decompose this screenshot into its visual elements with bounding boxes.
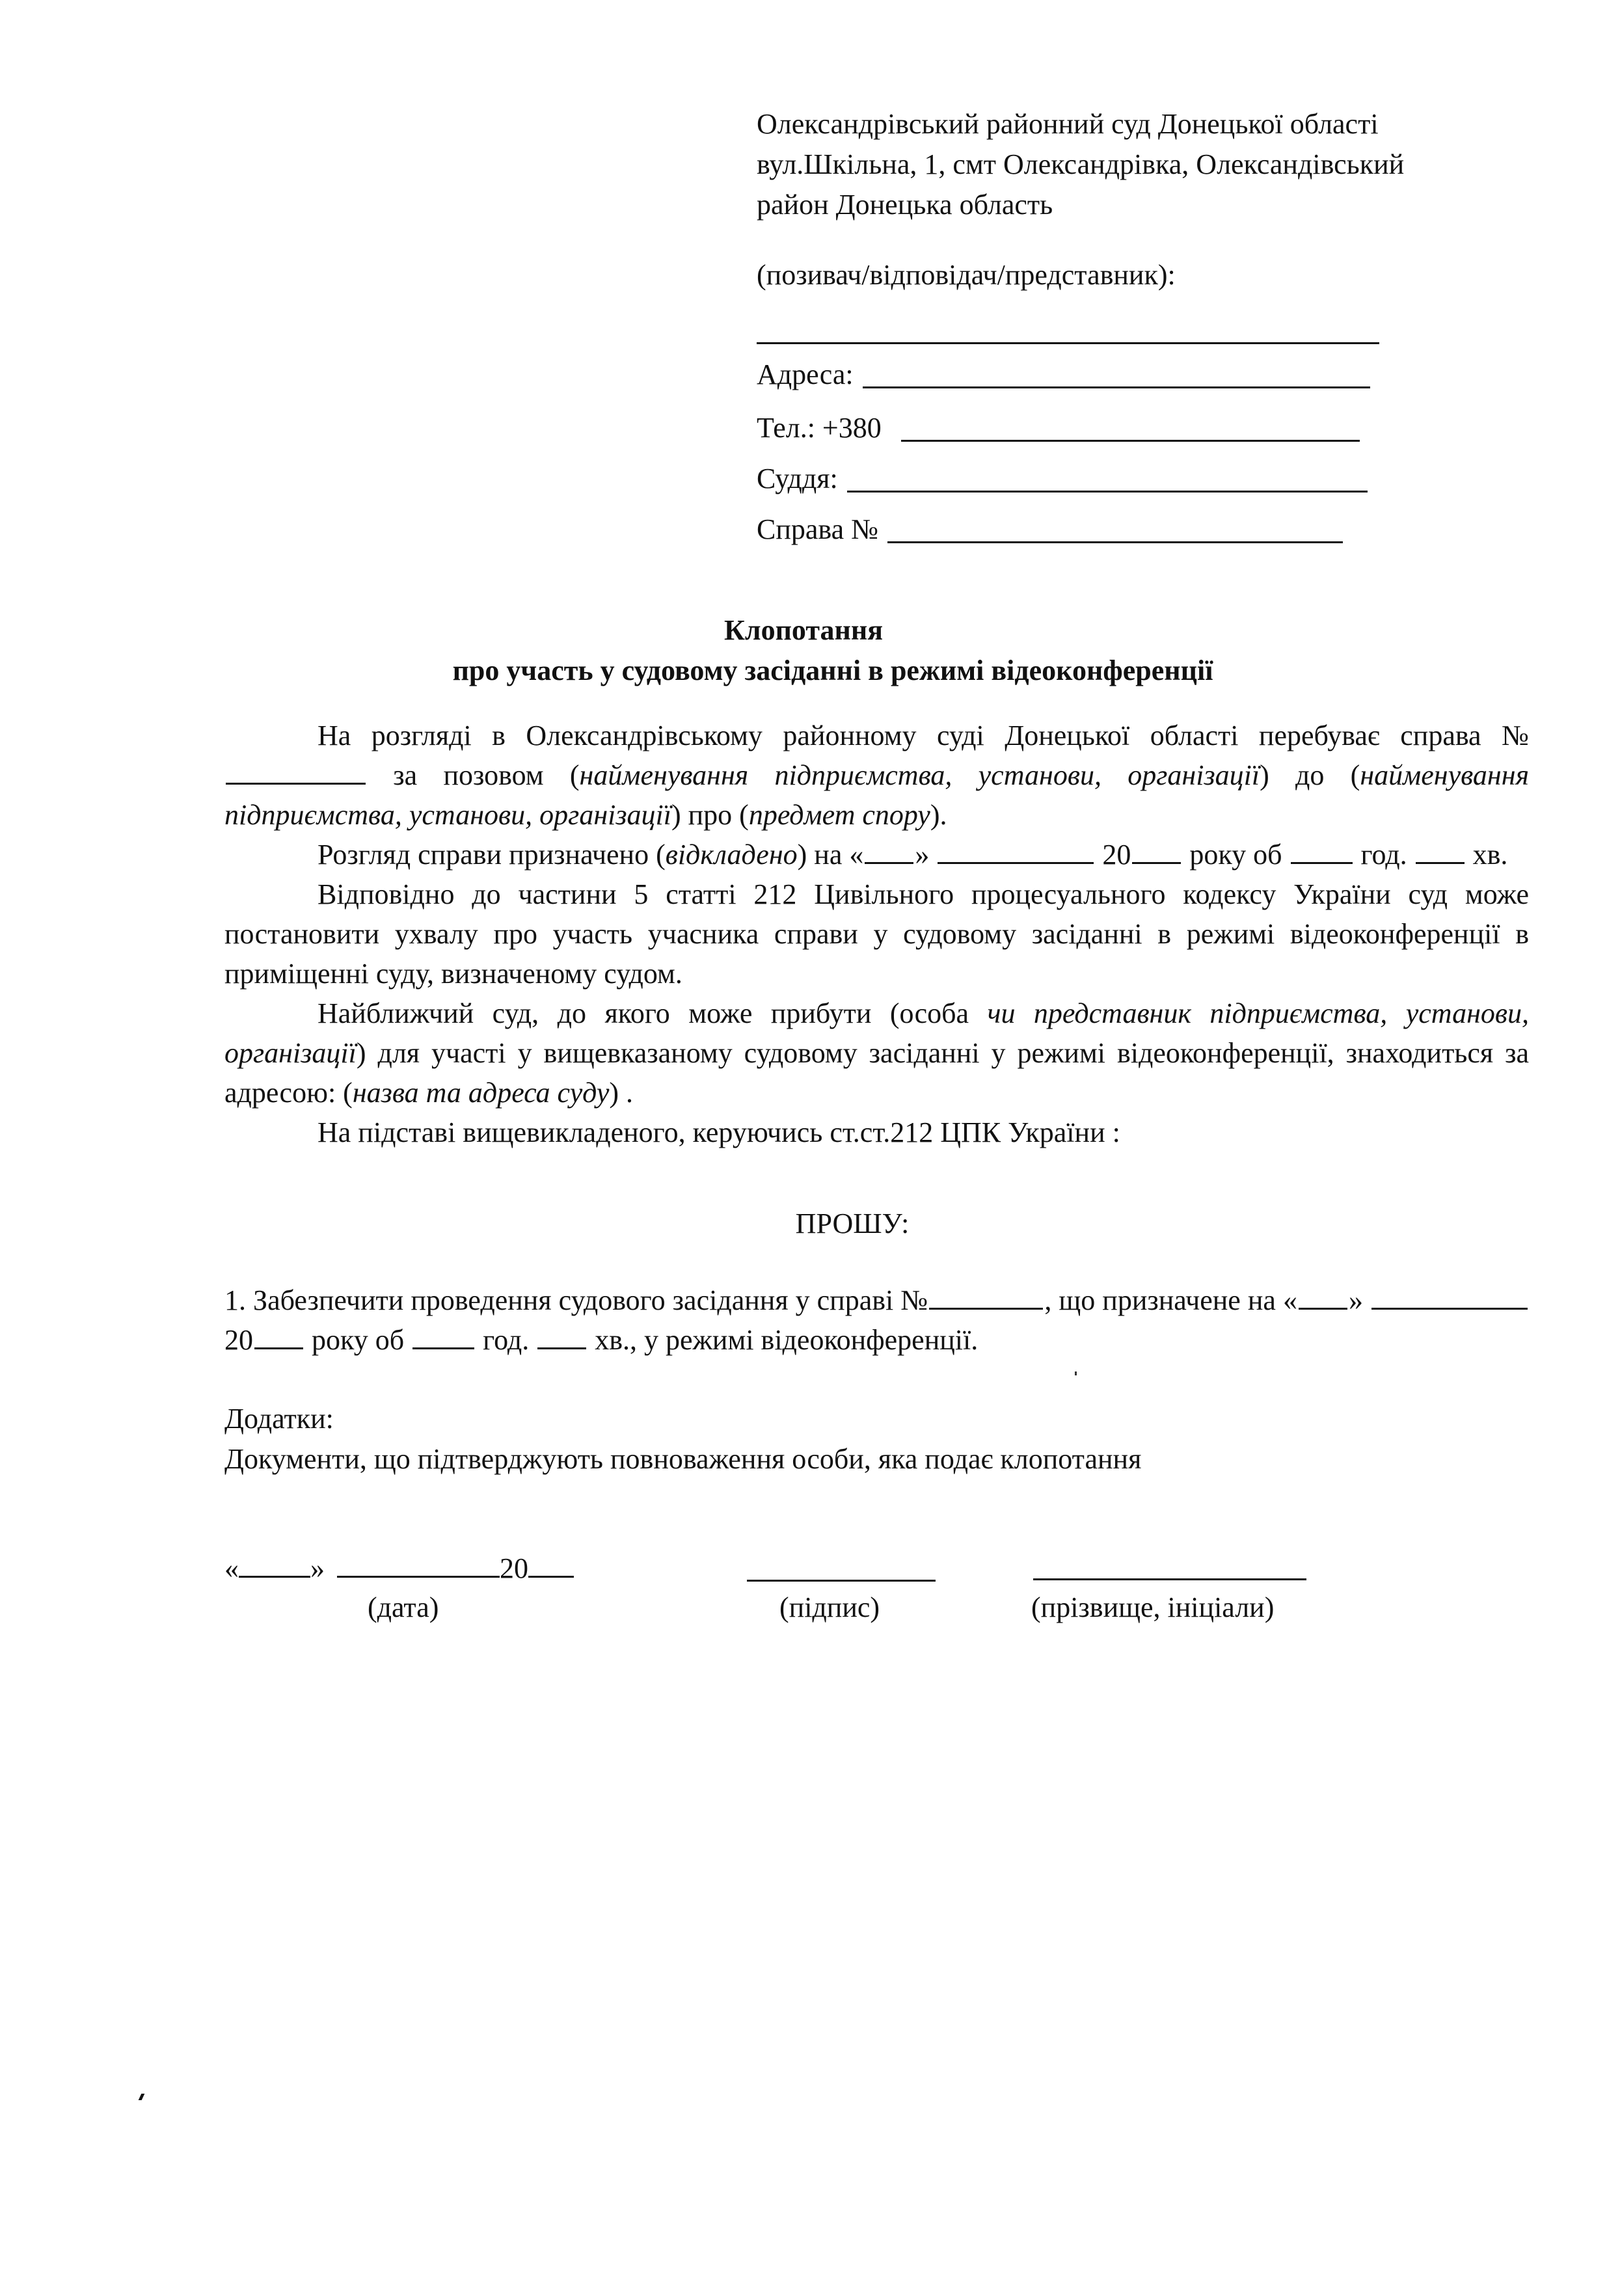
judge-label: Суддя:: [757, 463, 838, 494]
scan-artifact-mark: [139, 2094, 145, 2100]
request-year-blank[interactable]: [254, 1323, 303, 1349]
addressee-block: [757, 104, 1550, 225]
judge-blank[interactable]: [847, 491, 1368, 493]
court-street: вул.Шкільна, 1, смт Олександрівка, Олександівський: [757, 148, 1405, 180]
case-number-field: [757, 509, 1343, 550]
paragraph-nearest-court: Найближчий суд, до якого може прибути (особа чи представник підприємства, установи, організації) для участі у вищевказаному судовому засіданні у режимі відеоконференції, знаходиться за адресою: (назва та адреса суду) .: [224, 997, 1529, 1109]
request-heading: ПРОШУ:: [795, 1208, 910, 1239]
paragraph-hearing-date: Розгляд справи призначено (відкладено) на « » 20 року об год. хв.: [317, 839, 1508, 871]
address-blank[interactable]: [863, 386, 1370, 388]
paragraph-case-info: На розгляді в Олександрівському районному суді Донецької області перебуває справа № за позовом (найменування підприємства, установи, організації) до (найменування підприємства, установи, організації) про (предмет спору).: [224, 720, 1530, 831]
party-label: (позивач/відповідач/представник):: [757, 259, 1176, 291]
signature-day-blank[interactable]: [239, 1552, 310, 1578]
phone-field: [757, 408, 1360, 448]
name-initials-blank[interactable]: [1033, 1578, 1306, 1580]
court-name: Олександрівський районний суд Донецької області: [757, 108, 1379, 140]
signature-blank[interactable]: [747, 1580, 936, 1582]
date-caption: (дата): [368, 1591, 439, 1623]
minute-blank[interactable]: [1416, 837, 1465, 864]
request-month-blank[interactable]: [1371, 1283, 1528, 1310]
attachments-block: [224, 1399, 1141, 1479]
day-blank[interactable]: [865, 837, 913, 864]
judge-field: [757, 459, 1368, 499]
month-blank[interactable]: [938, 837, 1094, 864]
hour-blank[interactable]: [1291, 837, 1353, 864]
document-title: Клопотання: [723, 614, 884, 646]
document-subtitle: про участь у судовому засіданні в режимі відеоконференції: [452, 655, 1213, 686]
court-region: район Донецька область: [757, 189, 1053, 221]
request-minute-blank[interactable]: [537, 1323, 586, 1349]
year-blank[interactable]: [1132, 837, 1181, 864]
phone-blank[interactable]: [901, 440, 1360, 442]
name-initials-caption: (прізвище, ініціали): [1031, 1591, 1275, 1623]
signature-month-blank[interactable]: [337, 1552, 500, 1578]
scan-artifact-dot: [1075, 1371, 1077, 1375]
request-case-number-blank[interactable]: [929, 1283, 1043, 1310]
address-field: [757, 355, 1370, 395]
paragraph-grounds: На підставі вищевикладеного, керуючись ст.ст.212 ЦПК України :: [317, 1116, 1120, 1148]
case-number-label: Справа №: [757, 513, 879, 545]
document-body: [224, 716, 1529, 1152]
case-number-blank[interactable]: [887, 541, 1343, 543]
signature-date: « » 20: [224, 1548, 574, 1589]
party-name-blank[interactable]: [757, 342, 1379, 344]
paragraph-legal-basis: Відповідно до частини 5 статті 212 Цивільного процесуального кодексу України суд може постановити ухвалу про участь учасника справи у судовому засіданні в режимі відеоконференції в приміщенні суду, визначеному судом.: [224, 878, 1529, 990]
attachments-label: Додатки:: [224, 1403, 334, 1435]
request-item-1: 1. Забезпечити проведення судового засідання у справі № , що призначене на « » 20 року об год. хв., у режимі відеоконференції.: [224, 1280, 1529, 1360]
signature-year-blank[interactable]: [528, 1552, 574, 1578]
phone-label: Тел.: +380: [757, 412, 882, 444]
signature-caption: (підпис): [779, 1591, 880, 1623]
address-label: Адреса:: [757, 358, 854, 390]
attachment-item: Документи, що підтверджують повноваження особи, яка подає клопотання: [224, 1443, 1142, 1475]
request-hour-blank[interactable]: [412, 1323, 474, 1349]
case-number-blank-inline[interactable]: [226, 758, 366, 785]
request-day-blank[interactable]: [1299, 1283, 1347, 1310]
